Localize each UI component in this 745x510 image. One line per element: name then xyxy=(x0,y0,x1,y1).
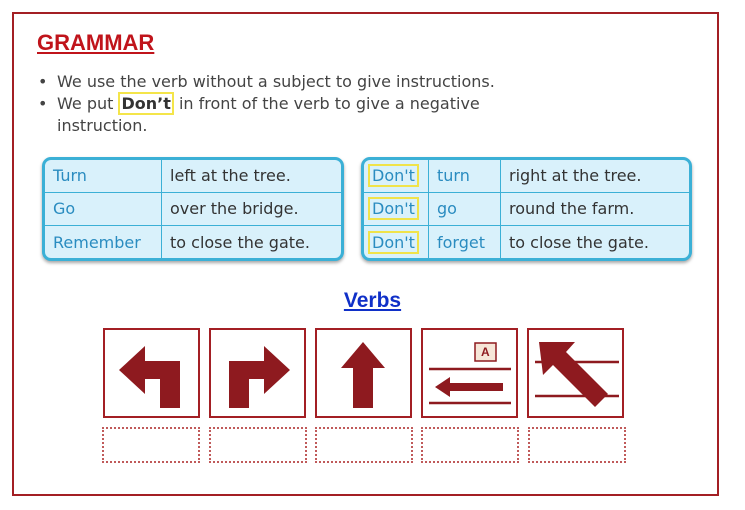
dont-label: Don't xyxy=(368,164,419,187)
sign-card xyxy=(315,328,412,418)
answer-box[interactable] xyxy=(102,427,200,463)
negative-instructions-table xyxy=(361,157,692,261)
positive-instructions-table xyxy=(42,157,344,261)
go-straight-arrow-icon xyxy=(317,330,410,416)
bullet-dot-icon: • xyxy=(38,94,48,113)
dont-cell xyxy=(364,192,429,225)
gate-letter: A xyxy=(481,345,490,359)
verb-cell: turn xyxy=(429,160,501,192)
bullet-text-pre: We put xyxy=(57,94,119,113)
bullet-text: We use the verb without a subject to give instructions. xyxy=(57,72,495,91)
bullet-item xyxy=(34,71,504,93)
dont-highlight: Don’t xyxy=(118,92,173,115)
answer-box[interactable] xyxy=(315,427,413,463)
turn-left-arrow-icon xyxy=(105,330,198,416)
table-row xyxy=(364,226,689,259)
sign-card xyxy=(421,328,518,418)
sign-card xyxy=(103,328,200,418)
verb-cell: Remember xyxy=(45,226,162,259)
diagonal-crossing-arrow-icon xyxy=(529,330,622,416)
table-row xyxy=(45,226,341,259)
bullet-dot-icon: • xyxy=(38,72,48,91)
bullet-item xyxy=(34,93,504,137)
grammar-heading: GRAMMAR xyxy=(37,30,155,55)
answer-box[interactable] xyxy=(421,427,519,463)
table-row xyxy=(45,192,341,225)
sign-card xyxy=(527,328,624,418)
answer-box[interactable] xyxy=(209,427,307,463)
phrase-cell: to close the gate. xyxy=(162,226,342,259)
table-row xyxy=(364,192,689,225)
dont-label: Don't xyxy=(368,197,419,220)
verb-cell: forget xyxy=(429,226,501,259)
phrase-cell: to close the gate. xyxy=(501,226,690,259)
gate-arrow-icon xyxy=(423,330,516,416)
table-row xyxy=(45,160,341,192)
turn-right-arrow-icon xyxy=(211,330,304,416)
table-row xyxy=(364,160,689,192)
grammar-bullets xyxy=(34,71,504,137)
verbs-heading: Verbs xyxy=(343,289,402,312)
dont-label: Don't xyxy=(368,231,419,254)
dont-cell xyxy=(364,160,429,192)
phrase-cell: round the farm. xyxy=(501,192,690,225)
verb-cell: go xyxy=(429,192,501,225)
verb-cell: Turn xyxy=(45,160,162,192)
sign-card xyxy=(209,328,306,418)
bullet-text-post: in front of the verb to give a negative instruction. xyxy=(57,94,480,135)
dont-cell xyxy=(364,226,429,259)
phrase-cell: over the bridge. xyxy=(162,192,342,225)
answer-box[interactable] xyxy=(528,427,626,463)
verb-cell: Go xyxy=(45,192,162,225)
phrase-cell: right at the tree. xyxy=(501,160,690,192)
phrase-cell: left at the tree. xyxy=(162,160,342,192)
